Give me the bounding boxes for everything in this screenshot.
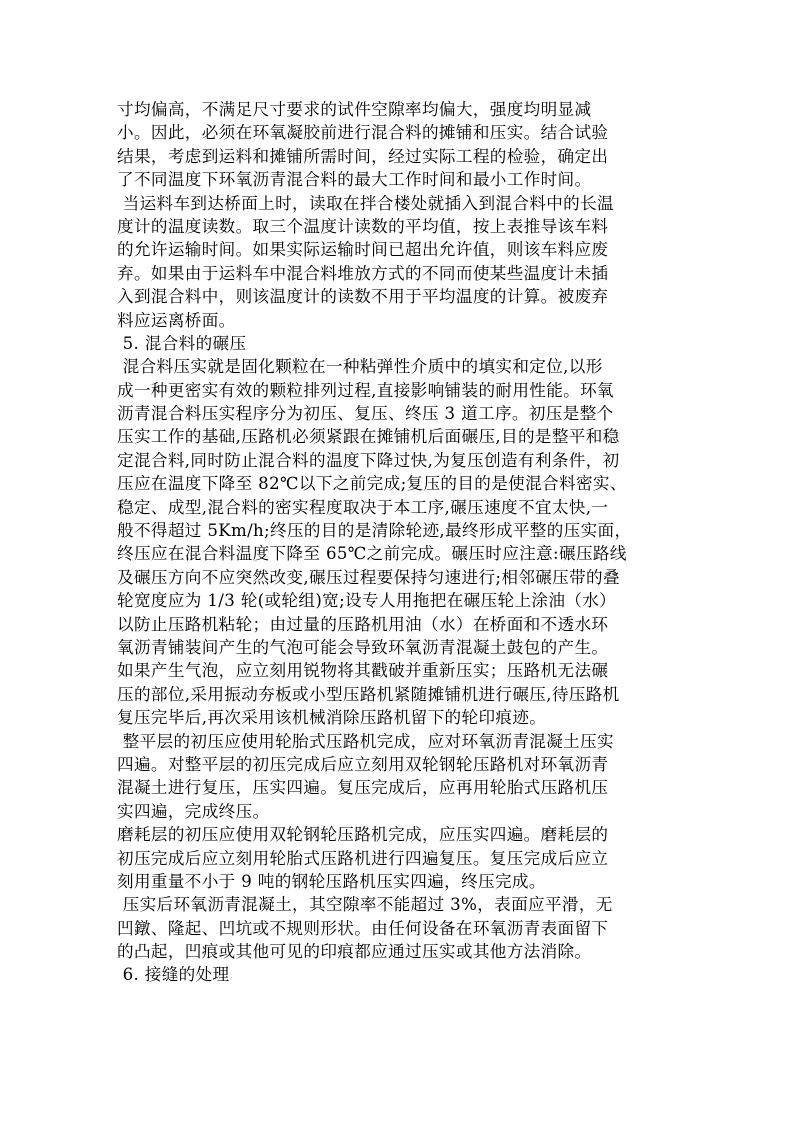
text-line: 定混合料,同时防止混合料的温度下降过快,为复压创造有利条件，初 [117,450,620,470]
text-line: 实四遍，完成终压。 [117,801,270,821]
text-line: 料应运离桥面。 [117,310,236,330]
text-line: 初压完成后应立刻用轮胎式压路机进行四遍复压。复压完成后应立 [117,848,609,868]
text-line: 氧沥青铺装间产生的气泡可能会导致环氧沥青混凝土鼓包的产生。 [117,637,609,657]
text-line: 凹鐓、隆起、凹坑或不规则形状。由任何设备在环氧沥青表面留下 [117,918,609,938]
text-line: 的凸起，凹痕或其他可见的印痕都应通过压实或其他方法消除。 [117,942,592,962]
text-line: 如果产生气泡，应立刻用锐物将其戳破并重新压实；压路机无法碾 [117,661,609,681]
text-line: 般不得超过 5Km/h;终压的目的是清除轮迹,最终形成平整的压实面， [117,521,632,541]
text-line: 寸均偏高，不满足尺寸要求的试件空隙率均偏大，强度均明显减 [117,100,592,119]
text-line: 结果，考虑到运料和摊铺所需时间，经过实际工程的检验，确定出 [117,146,609,166]
section-heading: 5. 混合料的碾压 [117,333,247,353]
text-line: 以防止压路机粘轮；由过量的压路机用油（水）在桥面和不透水环 [117,614,609,634]
text-line: 压实后环氧沥青混凝土，其空隙率不能超过 3%，表面应平滑，无 [117,895,613,915]
text-line: 稳定、成型,混合料的密实程度取决于本工序,碾压速度不宜太快,一 [117,497,609,517]
text-line: 当运料车到达桥面上时，读取在拌合楼处就插入到混合料中的长温 [117,193,614,213]
text-line: 度计的温度读数。取三个温度计读数的平均值，按上表推导该车料 [117,216,609,236]
text-line: 四遍。对整平层的初压完成后应立刻用双轮钢轮压路机对环氧沥青 [117,754,609,774]
text-line: 终压应在混合料温度下降至 65℃之前完成。碾压时应注意:碾压路线 [117,544,627,564]
text-line: 磨耗层的初压应使用双轮钢轮压路机完成，应压实四遍。磨耗层的 [117,825,609,845]
text-line: 混合料压实就是固化颗粒在一种粘弹性介质中的填实和定位,以形 [117,357,603,377]
text-line: 成一种更密实有效的颗粒排列过程,直接影响铺装的耐用性能。环氧 [117,380,614,400]
text-line: 及碾压方向不应突然改变,碾压过程要保持匀速进行;相邻碾压带的叠 [117,567,620,587]
text-line: 的允许运输时间。如果实际运输时间已超出允许值，则该车料应废 [117,240,609,260]
text-line: 轮宽度应为 1/3 轮(或轮组)宽;设专人用拖把在碾压轮上涂油（水） [117,591,617,611]
section-heading: 6. 接缝的处理 [117,965,230,985]
body-text [117,98,677,987]
text-line: 沥青混合料压实程序分为初压、复压、终压 3 道工序。初压是整个 [117,404,614,424]
text-line: 刻用重量不小于 9 吨的钢轮压路机压实四遍，终压完成。 [117,871,546,891]
text-line: 复压完毕后,再次采用该机械消除压路机留下的轮印痕迹。 [117,708,547,728]
text-line: 压应在温度下降至 82℃以下之前完成;复压的目的是使混合料密实、 [117,474,627,494]
text-line: 整平层的初压应使用轮胎式压路机完成，应对环氧沥青混凝土压实 [117,731,614,751]
text-line: 了不同温度下环氧沥青混合料的最大工作时间和最小工作时间。 [117,170,592,190]
text-line: 压实工作的基础,压路机必须紧跟在摊铺机后面碾压,目的是整平和稳 [117,427,620,447]
text-line: 混凝土进行复压，压实四遍。复压完成后，应再用轮胎式压路机压 [117,778,609,798]
text-line: 小。因此，必须在环氧凝胶前进行混合料的摊铺和压实。结合试验 [117,123,609,143]
text-line: 压的部位,采用振动夯板或小型压路机紧随摊铺机进行碾压,待压路机 [117,684,620,704]
text-line: 弃。如果由于运料车中混合料堆放方式的不同而使某些温度计未插 [117,263,609,283]
text-line: 入到混合料中，则该温度计的读数不用于平均温度的计算。被废弃 [117,287,609,307]
